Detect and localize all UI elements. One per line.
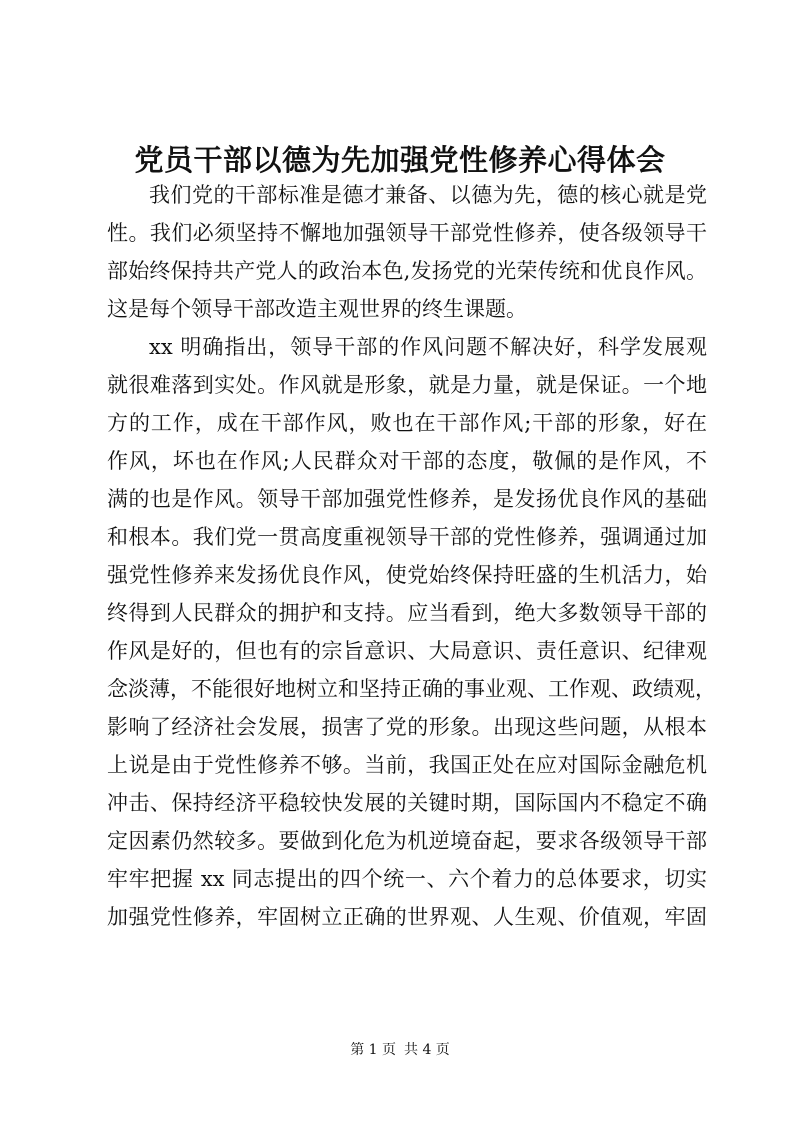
text-line: 性。我们必须坚持不懈地加强领导干部党性修养，使各级领导干 xyxy=(107,221,707,245)
text-line: 牢牢把握 xx 同志提出的四个统一、六个着力的总体要求，切实 xyxy=(107,867,707,891)
text-line: 和根本。我们党一贯高度重视领导干部的党性修养，强调通过加 xyxy=(107,525,707,549)
text-line: 就很难落到实处。作风就是形象，就是力量，就是保证。一个地 xyxy=(107,373,707,397)
paragraph-2 xyxy=(107,328,716,936)
text-line: 作风是好的，但也有的宗旨意识、大局意识、责任意识、纪律观 xyxy=(107,639,707,663)
text-line: 加强党性修养，牢固树立正确的世界观、人生观、价值观，牢固 xyxy=(107,905,707,929)
text-line: 冲击、保持经济平稳较快发展的关键时期，国际国内不稳定不确 xyxy=(107,791,707,815)
document-body xyxy=(107,176,716,936)
text-line: 方的工作，成在干部作风，败也在干部作风;干部的形象，好在 xyxy=(107,411,707,435)
text-line: 上说是由于党性修养不够。当前，我国正处在应对国际金融危机 xyxy=(107,753,707,777)
text-line: 终得到人民群众的拥护和支持。应当看到，绝大多数领导干部的 xyxy=(107,601,707,625)
text-line: 影响了经济社会发展，损害了党的形象。出现这些问题，从根本 xyxy=(107,715,707,739)
text-line: 满的也是作风。领导干部加强党性修养，是发扬优良作风的基础 xyxy=(107,487,707,511)
text-line: 我们党的干部标准是德才兼备、以德为先，德的核心就是党 xyxy=(149,183,707,207)
paragraph-1 xyxy=(107,176,707,328)
text-line: 这是每个领导干部改造主观世界的终生课题。 xyxy=(107,297,527,321)
text-line: 强党性修养来发扬优良作风，使党始终保持旺盛的生机活力，始 xyxy=(107,563,707,587)
page-footer xyxy=(0,1040,800,1060)
text-line: 作风，坏也在作风;人民群众对干部的态度，敬佩的是作风，不 xyxy=(107,449,707,473)
text-line: 定因素仍然较多。要做到化危为机逆境奋起，要求各级领导干部 xyxy=(107,829,707,853)
document-title: 党员干部以德为先加强党性修养心得体会 xyxy=(134,143,666,177)
page-total: 共 4 页 xyxy=(404,1042,450,1058)
text-line: 部始终保持共产党人的政治本色,发扬党的光荣传统和优良作风。 xyxy=(107,259,707,283)
page-number: 第 1 页 xyxy=(350,1042,396,1058)
text-line: xx 明确指出，领导干部的作风问题不解决好，科学发展观 xyxy=(149,335,707,359)
text-line: 念淡薄，不能很好地树立和坚持正确的事业观、工作观、政绩观， xyxy=(107,677,716,701)
